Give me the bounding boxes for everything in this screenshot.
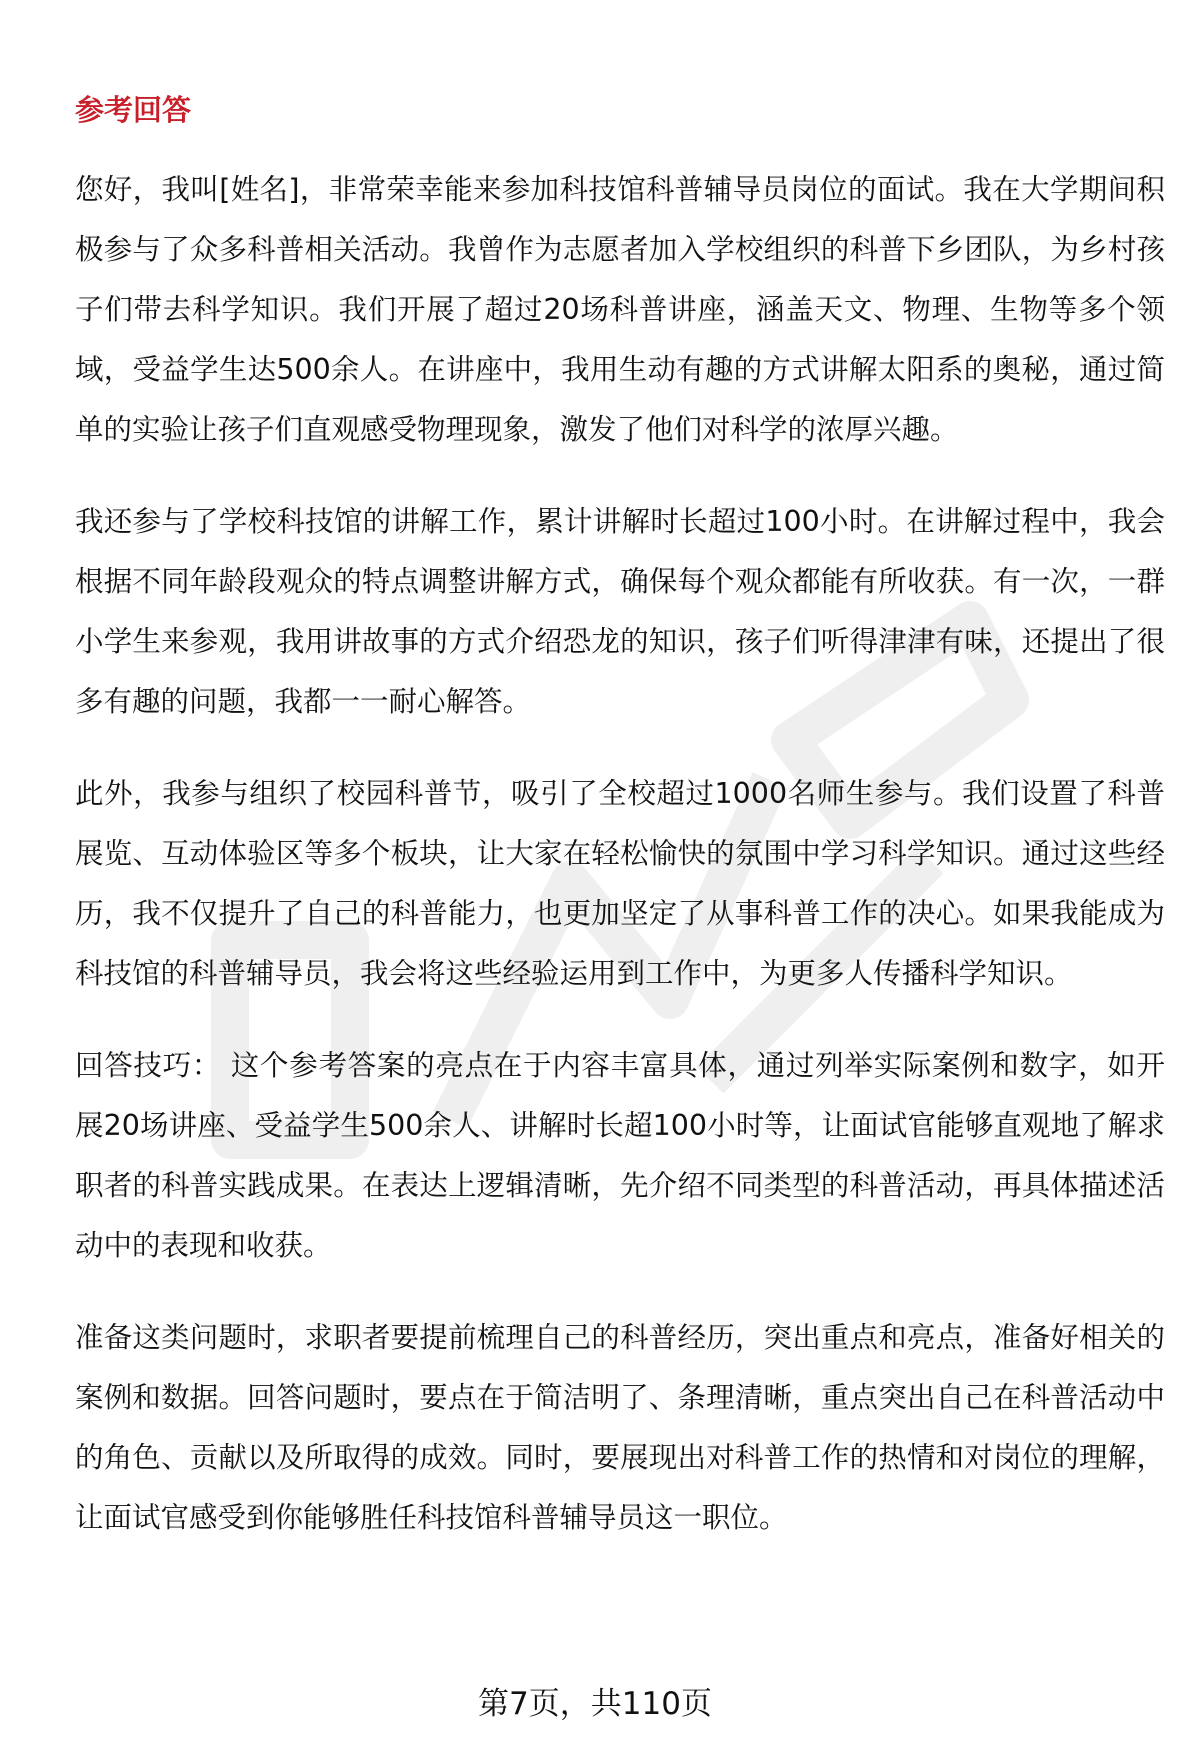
paragraph-answer-tips: 回答技巧： 这个参考答案的亮点在于内容丰富具体，通过列举实际案例和数字，如开展20场讲座、受益学生500余人、讲解时长超100小时等，让面试官能够直观地了解求职者的科普实践成果。在表达上逻辑清晰，先介绍不同类型的科普活动，再具体描述活动中的表现和收获。 — [75, 1049, 1165, 1262]
paragraph-museum-guide: 我还参与了学校科技馆的讲解工作，累计讲解时长超过100小时。在讲解过程中，我会根据不同年龄段观众的特点调整讲解方式，确保每个观众都能有所收获。有一次，一群小学生来参观，我用讲故事的方式介绍恐龙的知识，孩子们听得津津有味，还提出了很多有趣的问题，我都一一耐心解答。 — [75, 505, 1165, 718]
main-content — [75, 160, 1165, 1580]
paragraph-preparation: 准备这类问题时，求职者要提前梳理自己的科普经历，突出重点和亮点，准备好相关的案例和数据。回答问题时，要点在于简洁明了、条理清晰，重点突出自己在科普活动中的角色、贡献以及所取得的成效。同时，要展现出对科普工作的热情和对岗位的理解，让面试官感受到你能够胜任科技馆科普辅导员这一职位。 — [75, 1321, 1165, 1534]
page-heading: 参考回答 — [75, 93, 192, 127]
paragraph-intro: 您好，我叫[姓名]，非常荣幸能来参加科技馆科普辅导员岗位的面试。我在大学期间积极参与了众多科普相关活动。我曾作为志愿者加入学校组织的科普下乡团队，为乡村孩子们带去科学知识。我们开展了超过20场科普讲座，涵盖天文、物理、生物等多个领域，受益学生达500余人。在讲座中，我用生动有趣的方式讲解太阳系的奥秘，通过简单的实验让孩子们直观感受物理现象，激发了他们对科学的浓厚兴趣。 — [75, 173, 1165, 446]
paragraph-science-festival: 此外，我参与组织了校园科普节，吸引了全校超过1000名师生参与。我们设置了科普展览、互动体验区等多个板块，让大家在轻松愉快的氛围中学习科学知识。通过这些经历，我不仅提升了自己的科普能力，也更加坚定了从事科普工作的决心。如果我能成为科技馆的科普辅导员，我会将这些经验运用到工作中，为更多人传播科学知识。 — [75, 777, 1165, 990]
page-number: 第7页，共110页 — [478, 1686, 712, 1722]
